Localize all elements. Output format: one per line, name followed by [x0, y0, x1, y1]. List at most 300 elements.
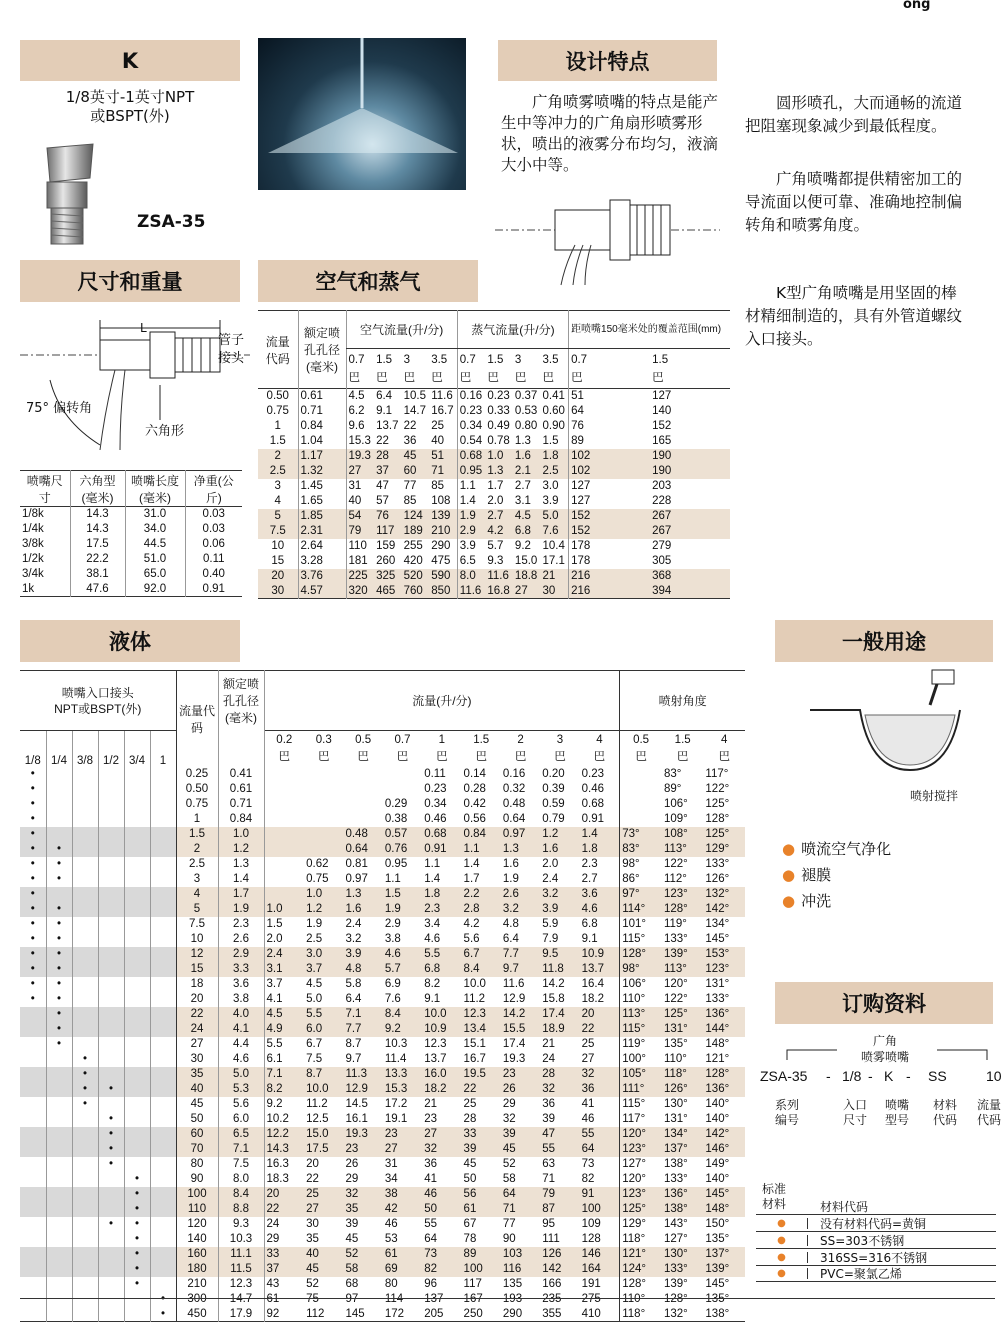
liquid-cell: 11.5 — [218, 1262, 264, 1277]
inlet-dot — [72, 962, 98, 977]
bottom-rule — [20, 1298, 995, 1299]
air-cell: 110 — [346, 539, 374, 554]
liquid-cell: 22 — [463, 1083, 477, 1095]
inlet-dot — [124, 857, 150, 872]
air-cell: 189 — [403, 525, 423, 537]
liquid-cell: 15.3 — [384, 1083, 408, 1095]
liquid-cell: 97° — [620, 887, 662, 902]
liquid-cell: 12.9 — [502, 993, 526, 1005]
orange-dot-icon: ● — [756, 1252, 808, 1263]
liquid-cell: 61 — [384, 1248, 398, 1260]
air-cell: 2.0 — [487, 495, 504, 507]
liquid-cell: 3.2 — [345, 933, 362, 945]
inlet-dot — [20, 1172, 46, 1187]
liquid-cell: 3.2 — [502, 903, 519, 915]
liquid-cell: 16.0 — [424, 1068, 447, 1080]
liquid-cell: 33 — [264, 1247, 304, 1262]
liquid-pressure — [264, 731, 304, 767]
liquid-cell: 0.32 — [502, 783, 526, 795]
order-code-part: ZSA-35 — [760, 1068, 808, 1084]
material-label: 316SS=316不锈钢 — [820, 1250, 928, 1265]
dims-row — [20, 582, 242, 597]
air-row — [258, 539, 730, 554]
liquid-cell: 142° — [705, 1128, 730, 1140]
liquid-cell: 68 — [345, 1278, 359, 1290]
liquid-cell: 1.6 — [502, 858, 519, 870]
bar-unit: 巴 — [436, 750, 448, 763]
liquid-cell: 11.8 — [542, 963, 564, 975]
liquid-cell — [383, 767, 422, 782]
liquid-cell: 0.38 — [384, 813, 408, 825]
liquid-cell: 8.4 — [384, 1008, 401, 1020]
inlet-dot: • — [72, 1082, 98, 1097]
inlet-dot — [72, 1217, 98, 1232]
inlet-dot — [124, 842, 150, 857]
inlet-dot — [46, 887, 72, 902]
liquid-cell: 133° — [663, 1263, 688, 1275]
liquid-cell: 25 — [463, 1098, 477, 1110]
inlet-dot — [150, 1277, 176, 1292]
liquid-cell: 3.1 — [264, 962, 304, 977]
liquid-pressure — [501, 731, 540, 767]
liquid-cell: 1.4 — [463, 858, 480, 870]
inlet-dot — [72, 887, 98, 902]
inlet-dot: • — [46, 932, 72, 947]
liquid-row — [20, 1067, 745, 1082]
inlet-dot — [98, 872, 124, 887]
liquid-cell: 50 — [463, 1173, 477, 1185]
dims-cell: 31.0 — [125, 507, 185, 522]
liquid-cell — [304, 767, 343, 782]
orange-bullet-icon: ● — [782, 866, 796, 884]
liquid-cell: 24 — [542, 1053, 556, 1065]
inlet-dot — [150, 1262, 176, 1277]
liquid-cell: 9.7 — [502, 963, 519, 975]
liquid-cell: 0.81 — [345, 858, 368, 870]
inlet-dot — [72, 1247, 98, 1262]
inlet-dot — [20, 1157, 46, 1172]
liquid-cell: 36 — [542, 1098, 556, 1110]
liquid-cell: 113° — [620, 1007, 662, 1022]
air-pressure — [513, 349, 541, 389]
inlet-dot — [98, 782, 124, 797]
inlet-dot: • — [20, 947, 46, 962]
liquid-cell — [620, 812, 662, 827]
liquid-cell: 47 — [542, 1128, 556, 1140]
liquid-cell: 41 — [424, 1173, 437, 1185]
model-label: ZSA-35 — [137, 212, 206, 232]
dims-h-hex: 六角型(毫米) — [70, 471, 125, 507]
dims-table — [20, 470, 242, 597]
liquid-cell: 0.95 — [384, 858, 408, 870]
air-header: 空气和蒸气 — [258, 260, 478, 302]
liquid-cell: 14.5 — [345, 1098, 368, 1110]
liquid-cell: 115° — [620, 932, 662, 947]
air-cell: 4.5 — [346, 389, 374, 404]
liquid-cell: 128° — [620, 1277, 662, 1292]
air-cell: 5 — [274, 510, 281, 522]
inlet-dot — [150, 857, 176, 872]
liquid-cell: 125° — [705, 828, 730, 840]
dims-cell: 1/2k — [22, 553, 44, 565]
material-code-title: 材料代码 — [820, 1200, 869, 1214]
liquid-cell: 20 — [264, 1187, 304, 1202]
inlet-dot — [98, 947, 124, 962]
air-cell: 0.90 — [542, 420, 565, 432]
inlet-dot — [46, 1262, 72, 1277]
liquid-cell: 4.9 — [264, 1022, 304, 1037]
liquid-cell: 160 — [176, 1247, 218, 1262]
inlet-dot — [150, 1247, 176, 1262]
inlet-dot — [46, 812, 72, 827]
liquid-row — [20, 1082, 745, 1097]
liquid-cell: 7.1 — [218, 1142, 264, 1157]
agitation-diagram — [810, 670, 980, 790]
air-cell: 159 — [376, 540, 396, 552]
liquid-cell: 103 — [502, 1248, 523, 1260]
liquid-cell: 131° — [663, 1113, 688, 1125]
use-label: 褪膜 — [801, 866, 832, 884]
liquid-cell: 79 — [542, 1188, 556, 1200]
liquid-cell: 2.3 — [581, 858, 598, 870]
air-row — [258, 389, 730, 404]
liquid-cell: 120 — [176, 1217, 218, 1232]
orange-dot-icon: ● — [756, 1235, 808, 1246]
liquid-cell: 138° — [663, 1158, 688, 1170]
liquid-cell: 0.41 — [218, 767, 264, 782]
dims-cell: 14.3 — [70, 507, 125, 522]
inlet-dot — [150, 1127, 176, 1142]
liquid-h-inlet-1: 喷嘴入口接头 — [61, 685, 134, 700]
liquid-cell: 112° — [663, 873, 687, 885]
air-cell: 0.78 — [487, 435, 510, 447]
inlet-dot — [20, 1022, 46, 1037]
inlet-dot: • — [30, 768, 35, 780]
air-cell: 225 — [346, 569, 374, 584]
air-cell: 22 — [376, 435, 389, 447]
air-cell: 9.2 — [514, 540, 531, 552]
liquid-cell: 55 — [424, 1218, 437, 1230]
inlet-dot — [150, 1082, 176, 1097]
liquid-cell: 139° — [663, 948, 688, 960]
material-row — [756, 1265, 996, 1282]
liquid-cell: 0.84 — [218, 812, 264, 827]
liquid-cell: 1.1 — [424, 858, 441, 870]
air-cell: 19.3 — [346, 449, 374, 464]
inlet-size: 3/8 — [72, 731, 98, 767]
material-label: PVC=聚氯乙烯 — [820, 1267, 902, 1281]
inlet-dot — [98, 1202, 124, 1217]
liquid-cell: 5.5 — [306, 1008, 323, 1020]
order-code-part: - — [826, 1068, 831, 1084]
air-cell: 18.8 — [514, 570, 538, 582]
liquid-cell: 17.9 — [218, 1307, 264, 1322]
liquid-cell: 24 — [176, 1022, 218, 1037]
air-cell: 1.1 — [457, 479, 485, 494]
liquid-cell: 1.5 — [264, 917, 304, 932]
air-cell: 0.80 — [514, 420, 538, 432]
liquid-cell — [343, 797, 382, 812]
liquid-cell: 4.4 — [218, 1037, 264, 1052]
liquid-cell: 29 — [264, 1232, 304, 1247]
air-cell: 0.41 — [542, 390, 565, 403]
inlet-dot — [98, 1007, 124, 1022]
liquid-cell: 3 — [176, 872, 218, 887]
inlet-dot: • — [30, 813, 35, 825]
liquid-cell — [343, 767, 382, 782]
dims-row — [20, 522, 242, 537]
air-row — [258, 584, 730, 599]
air-cell: 124 — [403, 510, 423, 522]
liquid-cell: 32 — [345, 1188, 359, 1200]
air-cell: 140 — [652, 405, 672, 417]
liquid-cell: 11.4 — [384, 1053, 407, 1065]
liquid-cell: 110 — [176, 1202, 218, 1217]
air-cell: 3.76 — [298, 569, 346, 584]
liquid-cell: 149° — [705, 1158, 730, 1170]
liquid-cell: 0.48 — [345, 828, 368, 840]
inlet-dot: • — [124, 1202, 150, 1217]
bar-unit: 巴 — [278, 750, 291, 763]
dims-cell: 0.03 — [185, 522, 242, 537]
liquid-cell: 89 — [463, 1248, 477, 1260]
liquid-cell: 145° — [705, 1188, 730, 1200]
inlet-dot — [124, 1067, 150, 1082]
liquid-cell: 32 — [581, 1068, 595, 1080]
liquid-cell: 1.9 — [384, 903, 401, 915]
air-cell: 11.6 — [457, 584, 485, 599]
inlet-dot — [124, 992, 150, 1007]
liquid-cell: 23 — [424, 1113, 437, 1125]
design-header: 设计特点 — [498, 40, 717, 81]
inlet-size: 3/4 — [124, 731, 150, 767]
inlet-dot: • — [46, 1037, 72, 1052]
air-cell: 2.5 — [542, 465, 559, 477]
dims-cell: 0.40 — [185, 567, 242, 582]
liquid-cell: 0.11 — [424, 768, 446, 780]
dims-diagram — [20, 310, 250, 470]
liquid-cell: 4.2 — [463, 918, 480, 930]
inlet-dot — [72, 842, 98, 857]
liquid-cell: 14.2 — [502, 1008, 526, 1020]
liquid-cell — [343, 782, 382, 797]
liquid-cell: 14.2 — [542, 978, 565, 990]
inlet-dot — [72, 1307, 98, 1322]
liquid-row — [20, 992, 745, 1007]
liquid-cell: 7.9 — [542, 933, 559, 945]
order-label: 流量代码 — [976, 1098, 1001, 1127]
liquid-cell: 106° — [663, 798, 688, 810]
liquid-cell: 50 — [176, 1112, 218, 1127]
liquid-cell — [304, 812, 343, 827]
liquid-cell: 16.7 — [463, 1053, 486, 1065]
liquid-cell: 8.7 — [345, 1038, 362, 1050]
inlet-dot — [20, 1037, 46, 1052]
inlet-dot — [98, 917, 124, 932]
inlet-dot: • — [124, 1232, 150, 1247]
air-pressure — [569, 349, 651, 389]
air-cell: 590 — [431, 570, 451, 582]
liquid-cell: 52 — [306, 1278, 319, 1290]
air-cell: 76 — [376, 510, 389, 522]
inlet-dot — [72, 797, 98, 812]
liquid-cell: 8.7 — [306, 1068, 323, 1080]
liquid-cell: 45 — [176, 1097, 218, 1112]
liquid-cell: 0.76 — [384, 843, 408, 855]
inlet-dot — [98, 827, 124, 842]
liquid-cell — [264, 857, 304, 872]
liquid-cell: 8.4 — [463, 963, 480, 975]
liquid-cell: 14.7 — [218, 1292, 264, 1307]
deflection-label: 75° 偏转角 — [26, 401, 93, 416]
liquid-cell: 120° — [663, 978, 688, 990]
air-cell: 181 — [346, 554, 374, 569]
liquid-cell: 3.8 — [218, 992, 264, 1007]
order-top-1: 广角 — [872, 1034, 897, 1048]
air-cell: 27 — [346, 464, 374, 479]
liquid-cell: 35 — [345, 1203, 359, 1215]
air-cell: 40 — [431, 435, 444, 447]
liquid-cell: 9.5 — [542, 948, 559, 960]
air-cell: 152 — [652, 420, 672, 432]
liquid-cell: 71 — [542, 1173, 556, 1185]
liquid-cell: 1.0 — [306, 888, 323, 900]
liquid-cell: 15.0 — [306, 1128, 329, 1140]
liquid-cell: 136° — [705, 1083, 730, 1095]
inlet-dot: • — [46, 1007, 72, 1022]
liquid-cell: 83° — [620, 842, 662, 857]
air-cell: 1.32 — [298, 464, 346, 479]
air-cell: 6.4 — [376, 390, 393, 403]
length-label: L — [140, 321, 147, 335]
liquid-cell: 0.23 — [424, 783, 447, 795]
liquid-cell: 126 — [542, 1248, 562, 1260]
liquid-cell: 138° — [705, 1307, 730, 1320]
liquid-row — [20, 1037, 745, 1052]
inlet-dot — [150, 1097, 176, 1112]
inlet-dot — [46, 1172, 72, 1187]
air-cell: 108 — [431, 495, 451, 507]
air-cell: 216 — [569, 584, 651, 599]
order-label: 喷嘴型号 — [884, 1098, 909, 1127]
liquid-cell: 112 — [306, 1307, 325, 1320]
liquid-cell: 7.1 — [264, 1067, 304, 1082]
air-cell: 15 — [271, 555, 285, 567]
liquid-cell: 8.8 — [218, 1202, 264, 1217]
liquid-cell: 111 — [542, 1233, 560, 1245]
inlet-dot: • — [20, 902, 46, 917]
liquid-cell: 2.9 — [384, 918, 401, 930]
liquid-cell: 1.7 — [218, 887, 264, 902]
liquid-cell: 1.6 — [542, 843, 559, 855]
bar-unit: 巴 — [431, 371, 443, 384]
inlet-dot — [20, 1232, 46, 1247]
dims-cell: 44.5 — [125, 537, 185, 552]
inlet-dot — [98, 797, 124, 812]
liquid-cell — [304, 842, 343, 857]
air-cell: 1.17 — [298, 449, 346, 464]
inlet-dot — [98, 812, 124, 827]
dims-row — [20, 537, 242, 552]
liquid-cell: 22 — [264, 1202, 304, 1217]
order-code-part: 1/8 — [842, 1068, 862, 1084]
liquid-cell: 0.29 — [384, 798, 408, 810]
inlet-dot — [150, 902, 176, 917]
inlet-dot: • — [30, 858, 35, 870]
liquid-cell: 0.56 — [463, 813, 486, 825]
air-cell: 10.4 — [542, 540, 565, 552]
liquid-cell: 26 — [345, 1158, 359, 1170]
liquid-cell: 11.2 — [463, 993, 486, 1005]
design-paragraph-3: 广角喷嘴都提供精密加工的导流面以便可靠、准确地控制偏转角和喷雾角度。 — [745, 170, 963, 234]
liquid-cell: 3.6 — [218, 977, 264, 992]
inlet-dot — [72, 1007, 98, 1022]
air-cell: 127 — [569, 494, 651, 509]
dims-cell: 1/4k — [22, 523, 44, 535]
liquid-cell: 110° — [620, 992, 662, 1007]
liquid-cell: 139° — [705, 1263, 730, 1275]
inlet-dot — [72, 1127, 98, 1142]
inlet-dot: • — [46, 1022, 72, 1037]
liquid-cell: 250 — [463, 1307, 483, 1320]
bar-unit: 巴 — [514, 371, 527, 384]
air-cell: 28 — [376, 450, 389, 462]
liquid-cell: 18.2 — [424, 1083, 447, 1095]
air-cell: 320 — [346, 584, 374, 599]
inlet-dot: • — [46, 977, 72, 992]
liquid-cell: 2.0 — [264, 932, 304, 947]
pressure-value: 1.5 — [652, 353, 669, 366]
liquid-cell: 27 — [176, 1037, 218, 1052]
bar-unit: 巴 — [403, 371, 416, 384]
liquid-cell: 4.5 — [264, 1007, 304, 1022]
inlet-dot: • — [46, 947, 72, 962]
liquid-cell: 39 — [542, 1113, 556, 1125]
air-cell: 3.28 — [298, 554, 346, 569]
liquid-cell: 6.8 — [581, 918, 598, 930]
air-cell: 127 — [569, 479, 651, 494]
air-cell: 0.34 — [457, 419, 485, 434]
liquid-cell: 167 — [463, 1293, 483, 1305]
air-cell: 0.60 — [542, 405, 565, 417]
inlet-dot — [124, 1007, 150, 1022]
orange-bullet-icon: ● — [782, 892, 796, 910]
liquid-cell: 132° — [705, 888, 730, 900]
hex-label: 六角形 — [145, 424, 185, 439]
air-cell: 1.8 — [542, 450, 559, 462]
liquid-cell: 0.61 — [218, 782, 264, 797]
inlet-dot: • — [46, 962, 72, 977]
liquid-cell: 0.20 — [542, 768, 565, 780]
design-paragraph-2: 圆形喷孔，大而通畅的流道把阻塞现象减少到最低程度。 — [745, 94, 963, 135]
liquid-cell: 10.3 — [218, 1232, 264, 1247]
liquid-cell: 3.0 — [306, 948, 323, 960]
liquid-cell: 0.50 — [176, 782, 218, 797]
liquid-cell: 131° — [705, 978, 730, 990]
liquid-cell: 290 — [502, 1307, 523, 1320]
dims-cell: 1k — [22, 582, 35, 595]
liquid-cell: 15.1 — [463, 1038, 486, 1050]
liquid-cell: 10.9 — [424, 1023, 447, 1035]
liquid-cell: 100 — [176, 1187, 218, 1202]
liquid-cell: 2.3 — [424, 903, 441, 915]
liquid-cell — [620, 782, 662, 797]
liquid-cell: 4 — [176, 887, 218, 902]
liquid-cell: 0.75 — [176, 797, 218, 812]
inlet-dot — [72, 857, 98, 872]
air-cell: 4 — [274, 495, 281, 507]
air-cell: 1.6 — [514, 450, 531, 462]
